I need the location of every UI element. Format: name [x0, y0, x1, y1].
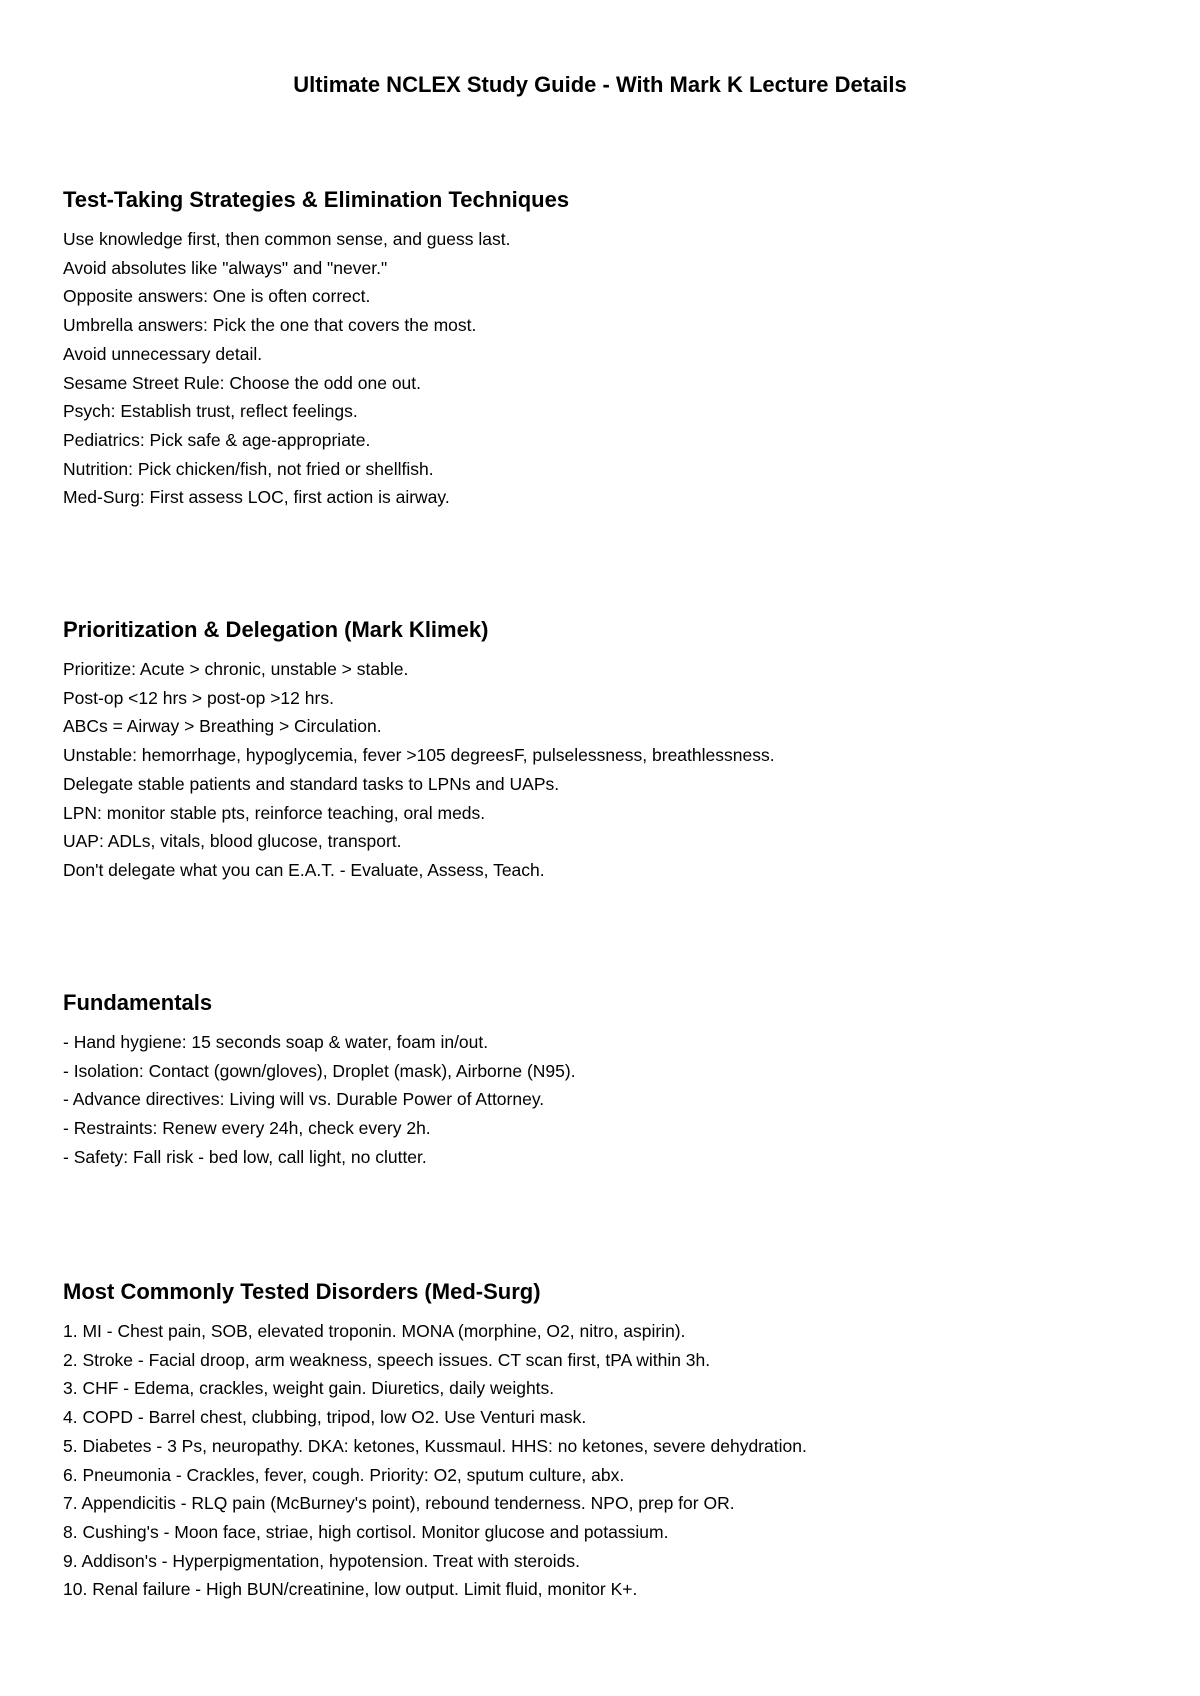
- text-line: LPN: monitor stable pts, reinforce teaching, oral meds.: [63, 802, 486, 823]
- text-line: - Restraints: Renew every 24h, check every 2h.: [63, 1118, 431, 1139]
- text-line: UAP: ADLs, vitals, blood glucose, transport.: [63, 831, 402, 852]
- text-line: Post-op <12 hrs > post-op >12 hrs.: [63, 687, 334, 708]
- text-line: Pediatrics: Pick safe & age-appropriate.: [63, 429, 371, 450]
- text-line: 4. COPD - Barrel chest, clubbing, tripod, low O2. Use Venturi mask.: [63, 1407, 587, 1428]
- section-lines: [63, 1317, 1143, 1604]
- text-line: 1. MI - Chest pain, SOB, elevated troponin. MONA (morphine, O2, nitro, aspirin).: [63, 1321, 686, 1341]
- text-line: 6. Pneumonia - Crackles, fever, cough. Priority: O2, sputum culture, abx.: [63, 1464, 625, 1485]
- text-line: Use knowledge first, then common sense, and guess last.: [63, 229, 511, 249]
- text-line: - Isolation: Contact (gown/gloves), Droplet (mask), Airborne (N95).: [63, 1060, 576, 1081]
- text-line: - Advance directives: Living will vs. Durable Power of Attorney.: [63, 1089, 545, 1110]
- section-lines: [63, 225, 1143, 512]
- text-line: Umbrella answers: Pick the one that covers the most.: [63, 315, 477, 336]
- text-line: Delegate stable patients and standard tasks to LPNs and UAPs.: [63, 773, 560, 794]
- text-line: Unstable: hemorrhage, hypoglycemia, fever >105 degreesF, pulselessness, breathlessness.: [63, 745, 775, 766]
- section-heading: Most Commonly Tested Disorders (Med-Surg): [63, 1279, 541, 1304]
- text-line: Prioritize: Acute > chronic, unstable > stable.: [63, 659, 409, 679]
- section-heading: Test-Taking Strategies & Elimination Techniques: [63, 187, 570, 212]
- section-commonly-tested-disorders: [63, 1277, 1143, 1604]
- section-lines: [63, 655, 1143, 885]
- text-line: Don't delegate what you can E.A.T. - Evaluate, Assess, Teach.: [63, 859, 545, 880]
- text-line: Avoid unnecessary detail.: [63, 343, 263, 364]
- document-title: Ultimate NCLEX Study Guide - With Mark K Lecture Details: [293, 72, 907, 97]
- section-heading: Fundamentals: [63, 990, 213, 1015]
- text-line: Avoid absolutes like "always" and "never.": [63, 257, 388, 278]
- text-line: 3. CHF - Edema, crackles, weight gain. Diuretics, daily weights.: [63, 1378, 555, 1399]
- text-line: 7. Appendicitis - RLQ pain (McBurney's point), rebound tenderness. NPO, prep for OR.: [63, 1493, 735, 1514]
- text-line: ABCs = Airway > Breathing > Circulation.: [63, 716, 382, 737]
- text-line: Nutrition: Pick chicken/fish, not fried or shellfish.: [63, 458, 434, 479]
- text-line: - Hand hygiene: 15 seconds soap & water, foam in/out.: [63, 1032, 489, 1052]
- text-line: Opposite answers: One is often correct.: [63, 286, 371, 307]
- section-prioritization-delegation: [63, 615, 1143, 885]
- section-lines: [63, 1028, 1143, 1172]
- section-test-taking-strategies: [63, 185, 1143, 512]
- text-line: Med-Surg: First assess LOC, first action is airway.: [63, 487, 450, 508]
- text-line: Sesame Street Rule: Choose the odd one out.: [63, 372, 422, 393]
- text-line: 8. Cushing's - Moon face, striae, high cortisol. Monitor glucose and potassium.: [63, 1521, 669, 1542]
- text-line: 5. Diabetes - 3 Ps, neuropathy. DKA: ketones, Kussmaul. HHS: no ketones, severe dehydration.: [63, 1435, 807, 1456]
- text-line: 2. Stroke - Facial droop, arm weakness, speech issues. CT scan first, tPA within 3h.: [63, 1349, 711, 1370]
- section-heading: Prioritization & Delegation (Mark Klimek): [63, 617, 489, 642]
- section-fundamentals: [63, 988, 1143, 1172]
- text-line: Psych: Establish trust, reflect feelings.: [63, 401, 358, 422]
- text-line: - Safety: Fall risk - bed low, call light, no clutter.: [63, 1146, 427, 1167]
- text-line: 10. Renal failure - High BUN/creatinine, low output. Limit fluid, monitor K+.: [63, 1579, 638, 1600]
- text-line: 9. Addison's - Hyperpigmentation, hypotension. Treat with steroids.: [63, 1550, 580, 1571]
